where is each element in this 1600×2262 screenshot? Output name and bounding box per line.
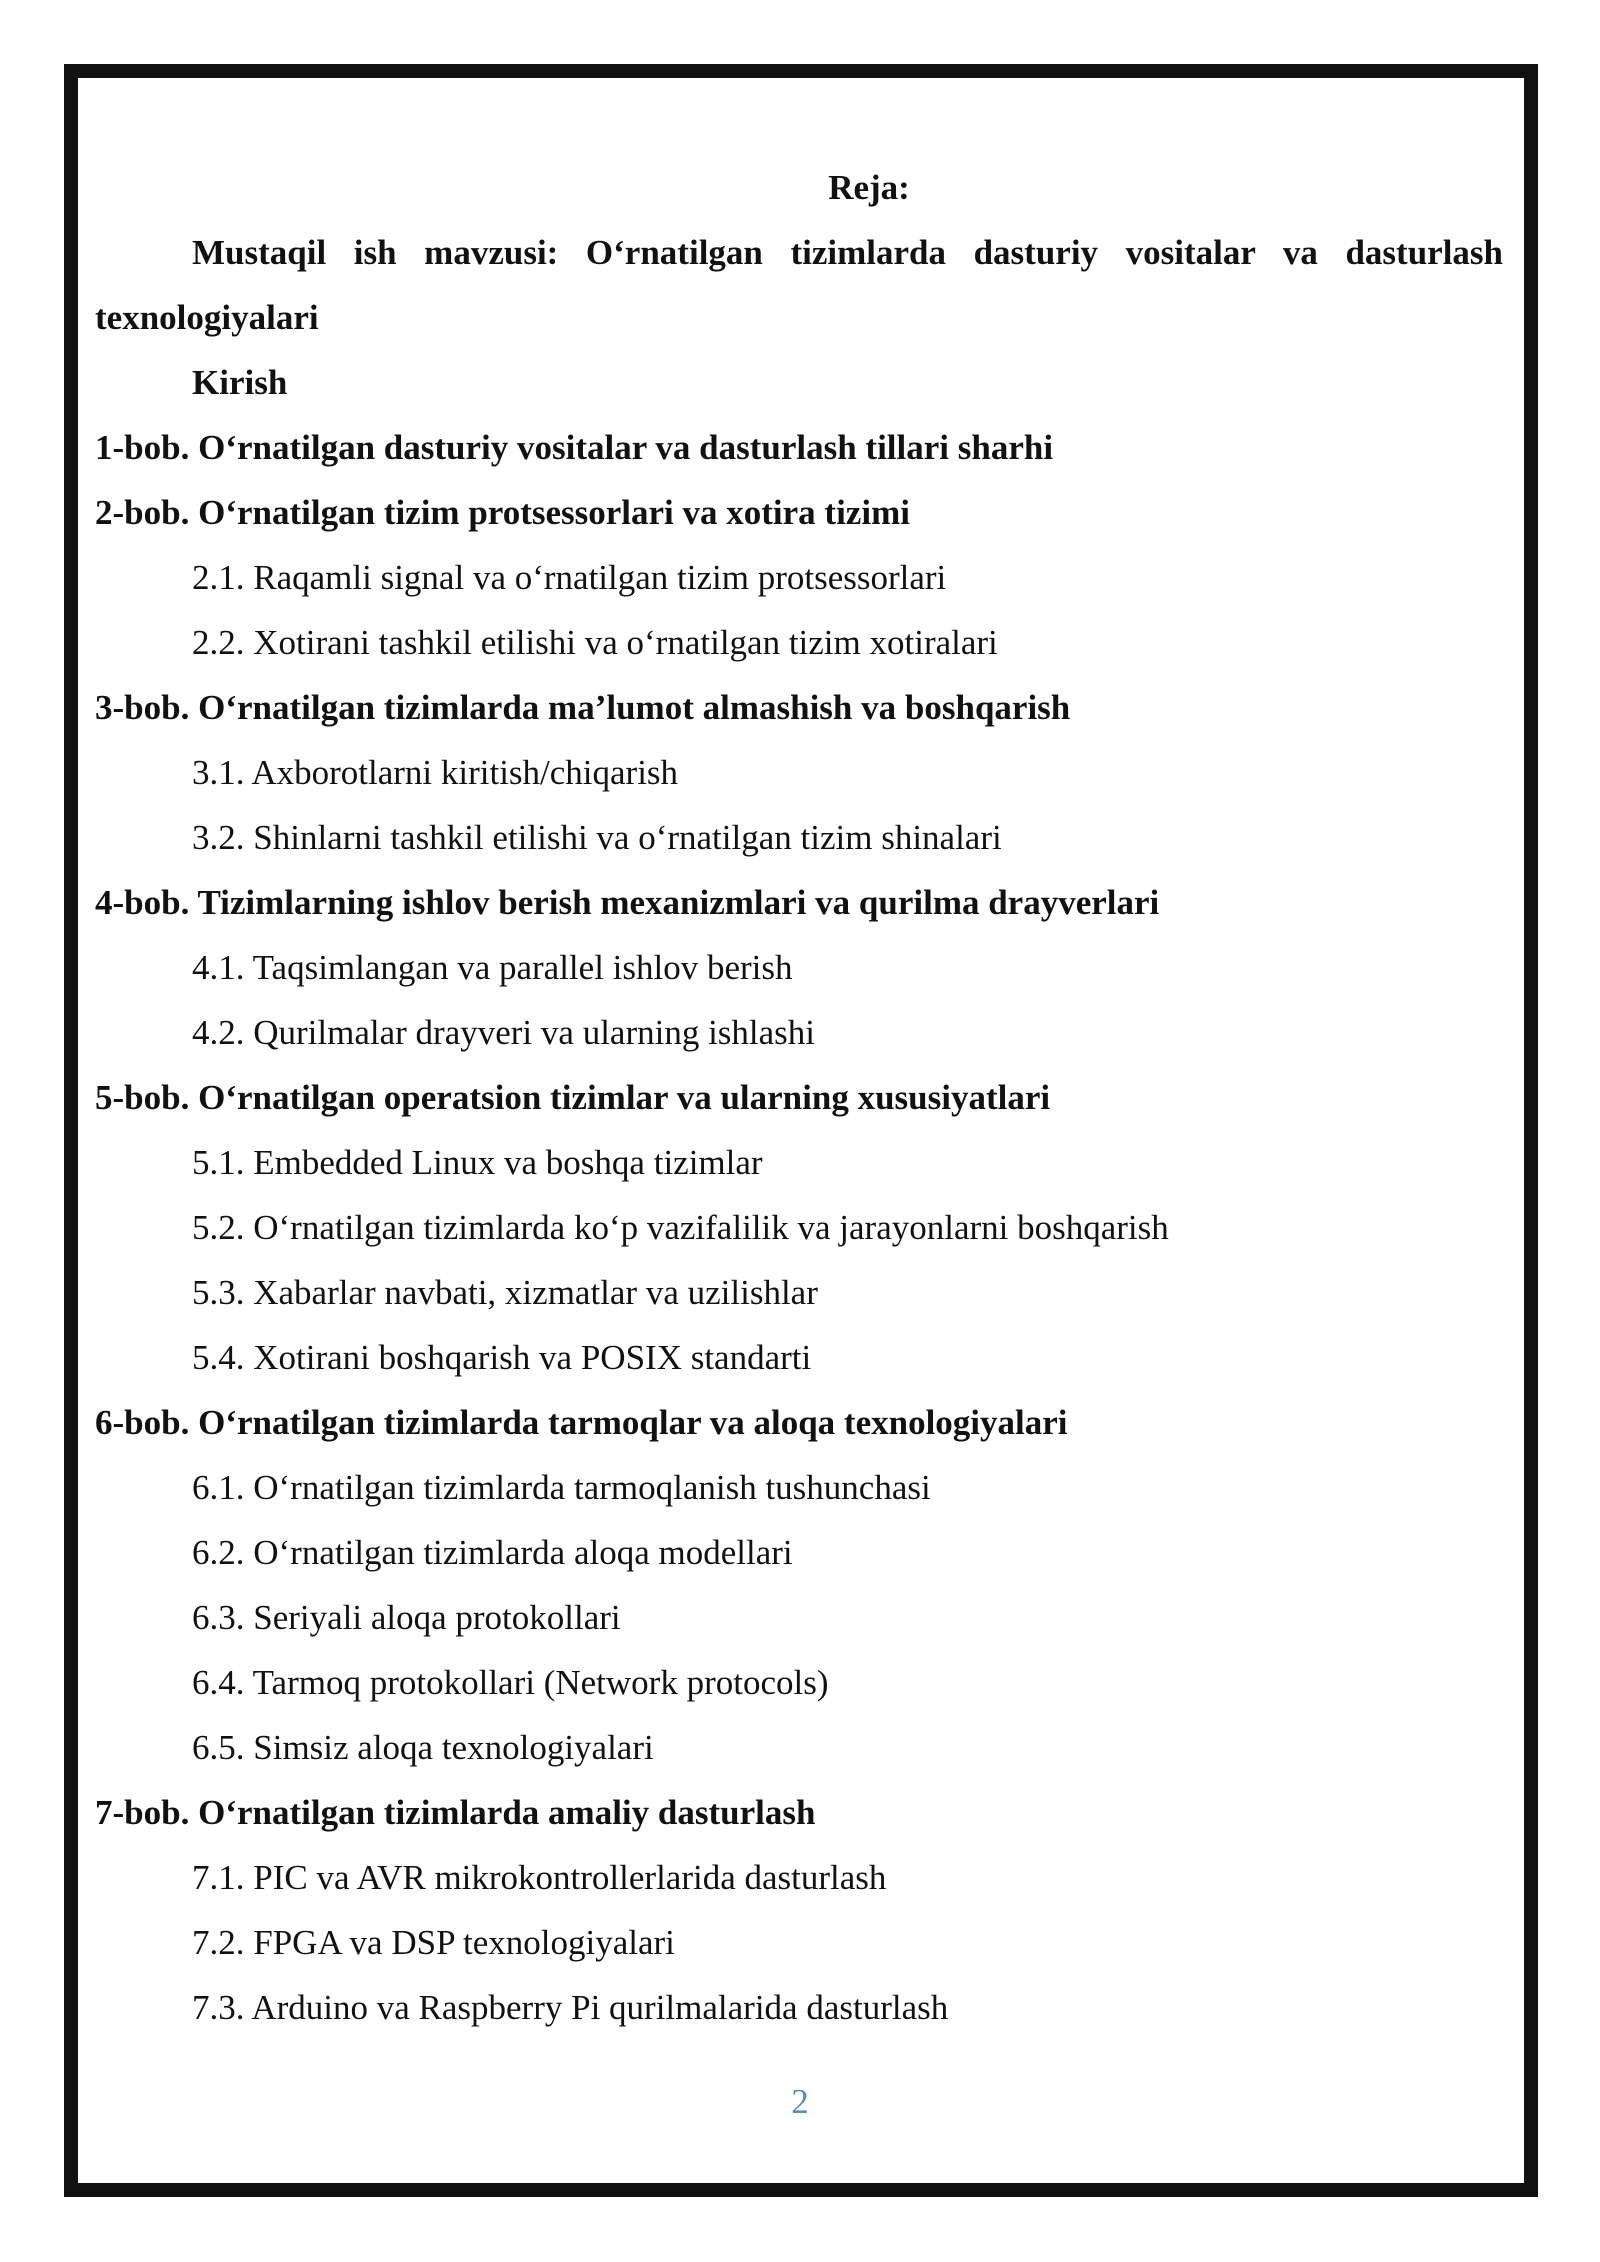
section-5-3: 5.3. Xabarlar navbati, xizmatlar va uzilishlar: [192, 1273, 818, 1312]
intro-heading: Kirish: [192, 363, 288, 402]
chapter-5-title: 5-bob. O‘rnatilgan operatsion tizimlar va ularning xususiyatlari: [95, 1078, 1051, 1117]
section-4-1: 4.1. Taqsimlangan va parallel ishlov berish: [192, 948, 793, 987]
plan-title: Reja:: [828, 168, 910, 207]
section-6-3: 6.3. Seriyali aloqa protokollari: [192, 1598, 621, 1637]
section-5-2: 5.2. O‘rnatilgan tizimlarda ko‘p vazifalilik va jarayonlarni boshqarish: [192, 1208, 1169, 1247]
section-7-3: 7.3. Arduino va Raspberry Pi qurilmalarida dasturlash: [192, 1988, 949, 2027]
section-2-2: 2.2. Xotirani tashkil etilishi va o‘rnatilgan tizim xotiralari: [192, 623, 998, 662]
section-6-4: 6.4. Tarmoq protokollari (Network protocols): [192, 1663, 829, 1702]
chapter-4-title: 4-bob. Tizimlarning ishlov berish mexanizmlari va qurilma drayverlari: [95, 883, 1160, 922]
chapter-2-title: 2-bob. O‘rnatilgan tizim protsessorlari va xotira tizimi: [95, 493, 910, 532]
section-7-1: 7.1. PIC va AVR mikrokontrollerlarida dasturlash: [192, 1858, 887, 1897]
section-6-5: 6.5. Simsiz aloqa texnologiyalari: [192, 1728, 654, 1767]
section-6-2: 6.2. O‘rnatilgan tizimlarda aloqa modellari: [192, 1533, 793, 1572]
section-3-1: 3.1. Axborotlarni kiritish/chiqarish: [192, 753, 679, 792]
topic-line-continuation: texnologiyalari: [95, 298, 319, 337]
section-2-1: 2.1. Raqamli signal va o‘rnatilgan tizim protsessorlari: [192, 558, 947, 597]
chapter-7-title: 7-bob. O‘rnatilgan tizimlarda amaliy dasturlash: [95, 1793, 816, 1832]
section-5-4: 5.4. Xotirani boshqarish va POSIX standarti: [192, 1338, 812, 1377]
chapter-1-title: 1-bob. O‘rnatilgan dasturiy vositalar va dasturlash tillari sharhi: [95, 428, 1054, 467]
section-4-2: 4.2. Qurilmalar drayveri va ularning ishlashi: [192, 1013, 816, 1052]
section-5-1: 5.1. Embedded Linux va boshqa tizimlar: [192, 1143, 763, 1182]
section-7-2: 7.2. FPGA va DSP texnologiyalari: [192, 1923, 675, 1962]
section-6-1: 6.1. O‘rnatilgan tizimlarda tarmoqlanish tushunchasi: [192, 1468, 931, 1507]
chapter-6-title: 6-bob. O‘rnatilgan tizimlarda tarmoqlar va aloqa texnologiyalari: [95, 1403, 1068, 1442]
section-3-2: 3.2. Shinlarni tashkil etilishi va o‘rnatilgan tizim shinalari: [192, 818, 1002, 857]
page-number: 2: [791, 2082, 809, 2121]
chapter-3-title: 3-bob. O‘rnatilgan tizimlarda ma’lumot almashish va boshqarish: [95, 688, 1071, 727]
table-of-contents: [95, 155, 1503, 2040]
topic-line: Mustaqil ish mavzusi: O‘rnatilgan tizimlarda dasturiy vositalar va dasturlash: [192, 233, 1503, 272]
